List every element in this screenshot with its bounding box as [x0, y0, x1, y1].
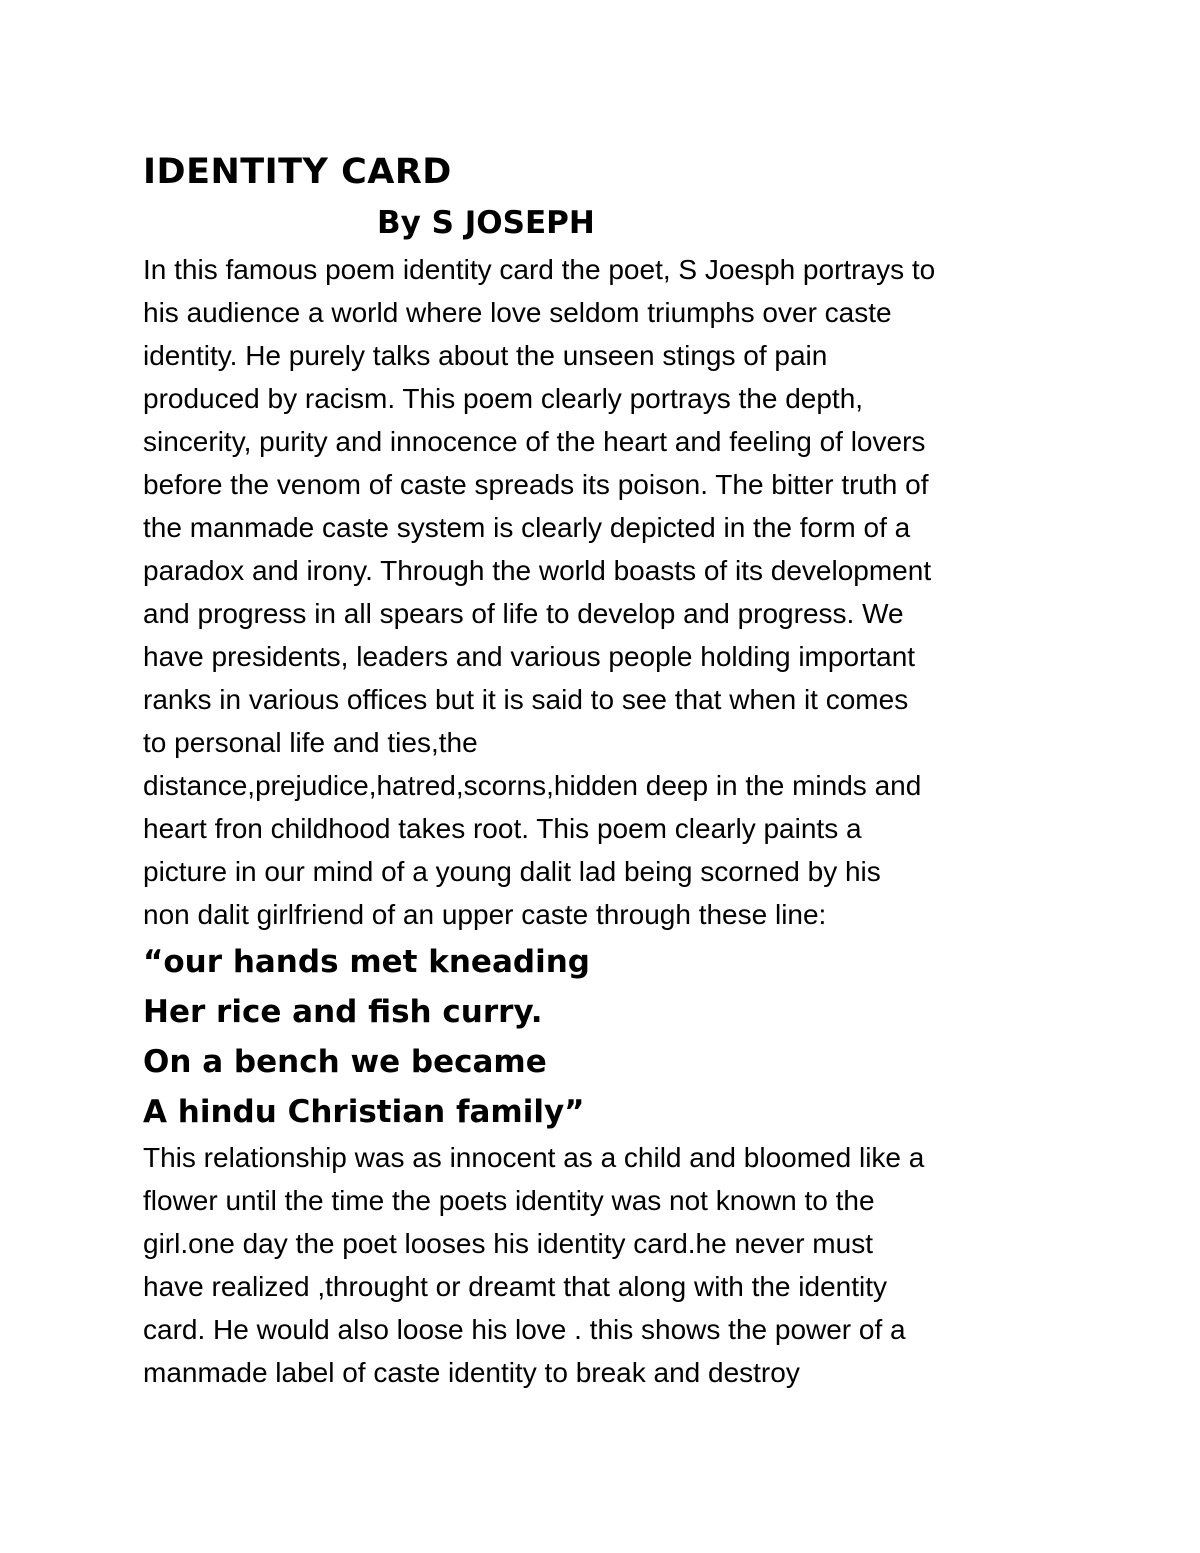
- text-line: girl.one day the poet looses his identity card.he never must: [143, 1228, 873, 1259]
- text-line: and progress in all spears of life to develop and progress. We: [143, 598, 904, 629]
- body-paragraph-2: [143, 1136, 1083, 1394]
- quote-line: Her rice and fish curry.: [143, 994, 543, 1030]
- text-line: card. He would also loose his love . this shows the power of a: [143, 1314, 906, 1345]
- body-paragraph-1: [143, 248, 1083, 936]
- quote-line: A hindu Christian family”: [143, 1094, 585, 1130]
- text-line: identity. He purely talks about the unseen stings of pain: [143, 340, 828, 371]
- text-line: the manmade caste system is clearly depicted in the form of a: [143, 512, 911, 543]
- text-line: heart fron childhood takes root. This poem clearly paints a: [143, 813, 862, 844]
- quote-line: “our hands met kneading: [143, 944, 590, 980]
- text-line: distance,prejudice,hatred,scorns,hidden deep in the minds and: [143, 770, 922, 801]
- text-line: have realized ,throught or dreamt that along with the identity: [143, 1271, 887, 1302]
- author-byline: By S JOSEPH: [377, 205, 595, 241]
- poem-quote: [143, 937, 590, 1137]
- document-title: IDENTITY CARD: [143, 152, 452, 192]
- text-line: ranks in various offices but it is said to see that when it comes: [143, 684, 909, 715]
- text-line: flower until the time the poets identity was not known to the: [143, 1185, 875, 1216]
- text-line: paradox and irony. Through the world boasts of its development: [143, 555, 932, 586]
- text-line: manmade label of caste identity to break and destroy: [143, 1357, 800, 1388]
- text-line: This relationship was as innocent as a child and bloomed like a: [143, 1142, 925, 1173]
- quote-line: On a bench we became: [143, 1044, 547, 1080]
- text-line: non dalit girlfriend of an upper caste through these line:: [143, 899, 827, 930]
- text-line: sincerity, purity and innocence of the heart and feeling of lovers: [143, 426, 926, 457]
- text-line: his audience a world where love seldom triumphs over caste: [143, 297, 892, 328]
- text-line: have presidents, leaders and various people holding important: [143, 641, 916, 672]
- text-line: to personal life and ties,the: [143, 727, 478, 758]
- text-line: In this famous poem identity card the poet, S Joesph portrays to: [143, 254, 936, 285]
- text-line: before the venom of caste spreads its poison. The bitter truth of: [143, 469, 929, 500]
- text-line: produced by racism. This poem clearly portrays the depth,: [143, 383, 864, 414]
- text-line: picture in our mind of a young dalit lad being scorned by his: [143, 856, 881, 887]
